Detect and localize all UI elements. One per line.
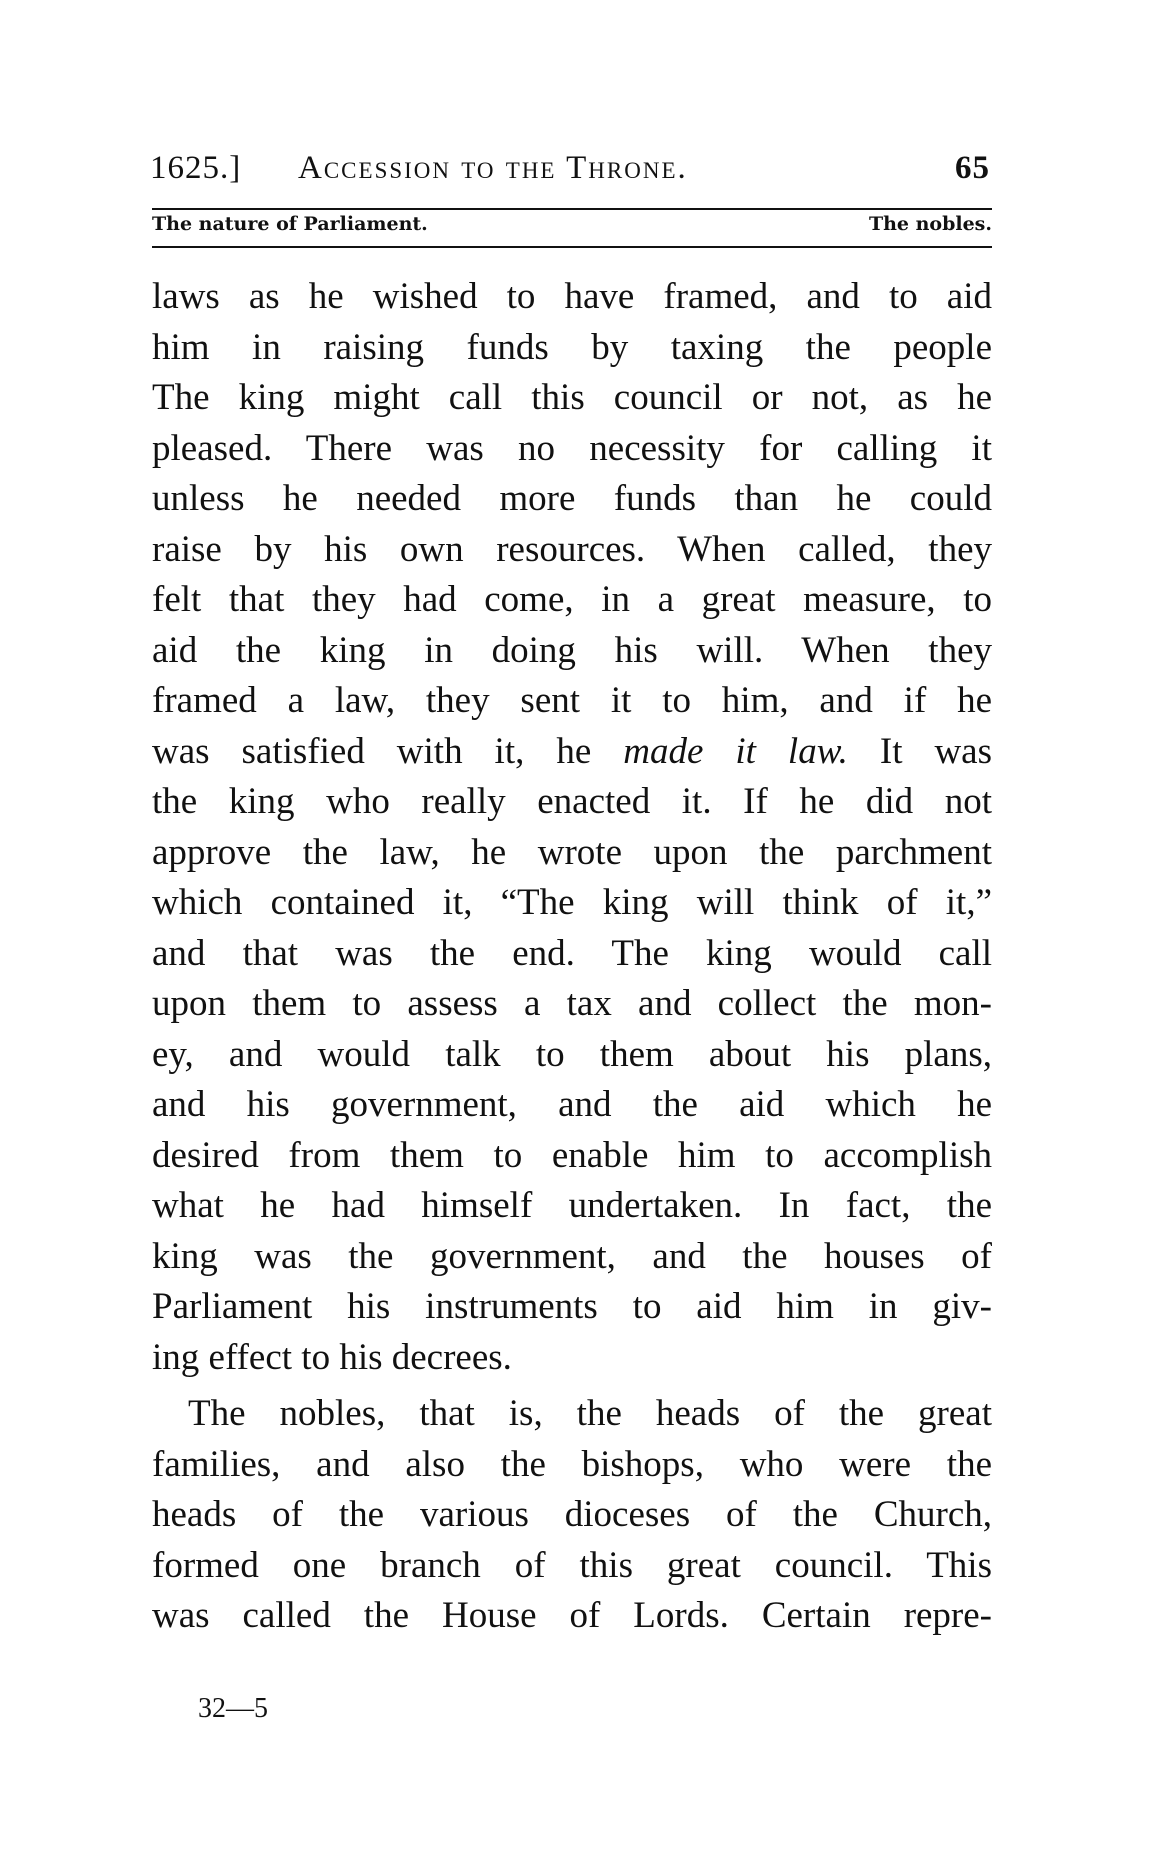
signature-mark: 32—5 [198, 1693, 268, 1724]
text-segment: It was [879, 730, 992, 772]
text-line: which contained it, “The king will think of it,” [152, 882, 992, 923]
text-line: unless he needed more funds than he could [152, 478, 992, 519]
text-line: aid the king in doing his will. When they [152, 629, 992, 671]
text-line: king was the government, and the houses of [152, 1235, 992, 1277]
text-line: pleased. There was no necessity for calling it [152, 427, 992, 469]
body-text [152, 272, 992, 1642]
bottom-rule [152, 246, 992, 248]
text-line: him in raising funds by taxing the people [152, 326, 992, 368]
text-line: ey, and would talk to them about his plans, [152, 1033, 992, 1075]
top-rule [152, 208, 992, 210]
italic-phrase: made it law. [623, 730, 848, 772]
running-head-title: Accession to the Throne. [298, 150, 688, 186]
text-line: the king who really enacted it. If he did not [152, 781, 992, 822]
text-line: felt that they had come, in a great measure, to [152, 579, 992, 620]
text-line: laws as he wished to have framed, and to aid [152, 276, 992, 317]
text-line: formed one branch of this great council. This [152, 1544, 992, 1586]
side-head-right: The nobles. [868, 213, 992, 235]
text-line: was called the House of Lords. Certain repre- [152, 1595, 992, 1636]
text-line: framed a law, they sent it to him, and if he [152, 680, 992, 721]
text-line: Parliament his instruments to aid him in giv- [152, 1286, 992, 1327]
page-number: 65 [955, 150, 990, 186]
text-line: what he had himself undertaken. In fact, the [152, 1185, 992, 1226]
text-line: raise by his own resources. When called, they [152, 528, 992, 570]
text-line: The king might call this council or not, as he [152, 377, 992, 418]
text-line: approve the law, he wrote upon the parchment [152, 831, 992, 873]
text-line: and that was the end. The king would call [152, 932, 992, 974]
text-line: ing effect to his decrees. [152, 1336, 512, 1378]
text-line: heads of the various dioceses of the Church, [152, 1494, 992, 1535]
text-segment: was satisfied with it, he [152, 730, 592, 772]
text-line: and his government, and the aid which he [152, 1084, 992, 1125]
running-head-year: 1625.] [150, 150, 242, 186]
side-head-left: The nature of Parliament. [152, 213, 428, 235]
text-line: upon them to assess a tax and collect the mon- [152, 983, 992, 1024]
text-line: desired from them to enable him to accomplish [152, 1134, 992, 1176]
text-line: The nobles, that is, the heads of the great [188, 1393, 992, 1434]
text-line-with-italic [152, 727, 992, 778]
running-head [150, 150, 990, 194]
text-line: families, and also the bishops, who were the [152, 1443, 992, 1485]
